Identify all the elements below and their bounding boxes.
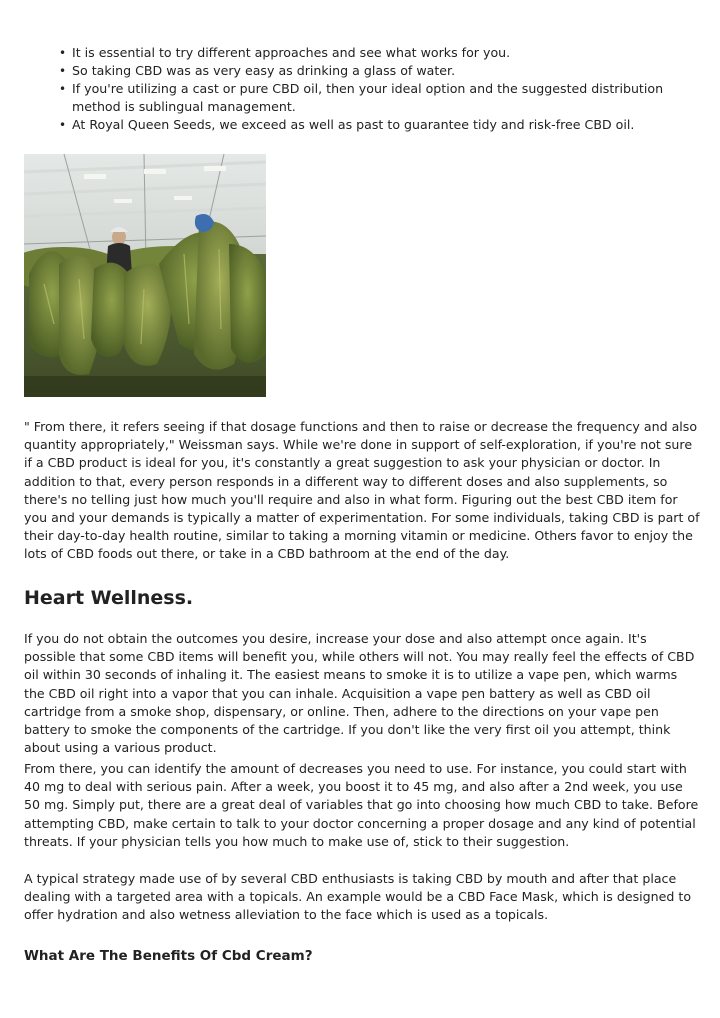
- body-paragraph: If you do not obtain the outcomes you desire, increase your dose and also attempt once again. It's possible that some CBD items will benefit you, while others will not. You may really feel the effects of CBD oil within 30 seconds of inhaling it. The easiest means to smoke it is to utilize a vape pen, which warms the CBD oil right into a vapor that you can inhale. Acquisition a vape pen battery as well as CBD oil cartridge from a smoke shop, dispensary, or online. Then, adhere to the directions on your vape pen battery to smoke the components of the cartridge. If you don't like the very first oil you attempt, think about using a various product.: [24, 631, 695, 756]
- bullet-item: • So taking CBD was as very easy as drinking a glass of water.: [58, 62, 698, 80]
- section-heading: Heart Wellness.: [24, 587, 194, 609]
- body-paragraph: A typical strategy made use of by several CBD enthusiasts is taking CBD by mouth and after that place dealing with a targeted area with a topicals. An example would be a CBD Face Mask, which is designed to offer hydration and also wetness alleviation to the face which is used as a topicals.: [24, 871, 692, 923]
- bullet-item: • At Royal Queen Seeds, we exceed as well as past to guarantee tidy and risk-free CBD oil.: [58, 116, 698, 134]
- bullet-list: [58, 44, 698, 134]
- body-paragraph: From there, you can identify the amount of decreases you need to use. For instance, you could start with 40 mg to deal with serious pain. After a week, you boost it to 45 mg, and also after a 2nd week, you use 50 mg. Simply put, there are a great deal of variables that go into choosing how much CBD to take. Before attempting CBD, make certain to talk to your doctor concerning a proper dosage and any kind of potential threats. If your physician tells you how much to make use of, stick to their suggestion.: [24, 761, 699, 849]
- body-paragraph: " From there, it refers seeing if that dosage functions and then to raise or decrease the frequency and also quantity appropriately," Weissman says. While we're done in support of self-exploration, if you're not sure if a CBD product is ideal for you, it's constantly a great suggestion to ask your physician or doctor. In addition to that, every person responds in a different way to different doses and also supplements, so there's no telling just how much you'll require and also in what form. Figuring out the best CBD item for you and your demands is typically a matter of experimentation. For some individuals, taking CBD is part of their day-to-day health routine, similar to taking a morning vitamin or medicine. Others favor to enjoy the lots of CBD foods out there, or take in a CBD bathroom at the end of the day.: [24, 419, 700, 562]
- bullet-item: • It is essential to try different approaches and see what works for you.: [58, 44, 698, 62]
- bullet-item: • If you're utilizing a cast or pure CBD oil, then your ideal option and the suggested distribution method is sublingual management.: [58, 80, 698, 116]
- greenhouse-photo: [24, 154, 266, 397]
- subsection-heading: What Are The Benefits Of Cbd Cream?: [24, 948, 313, 964]
